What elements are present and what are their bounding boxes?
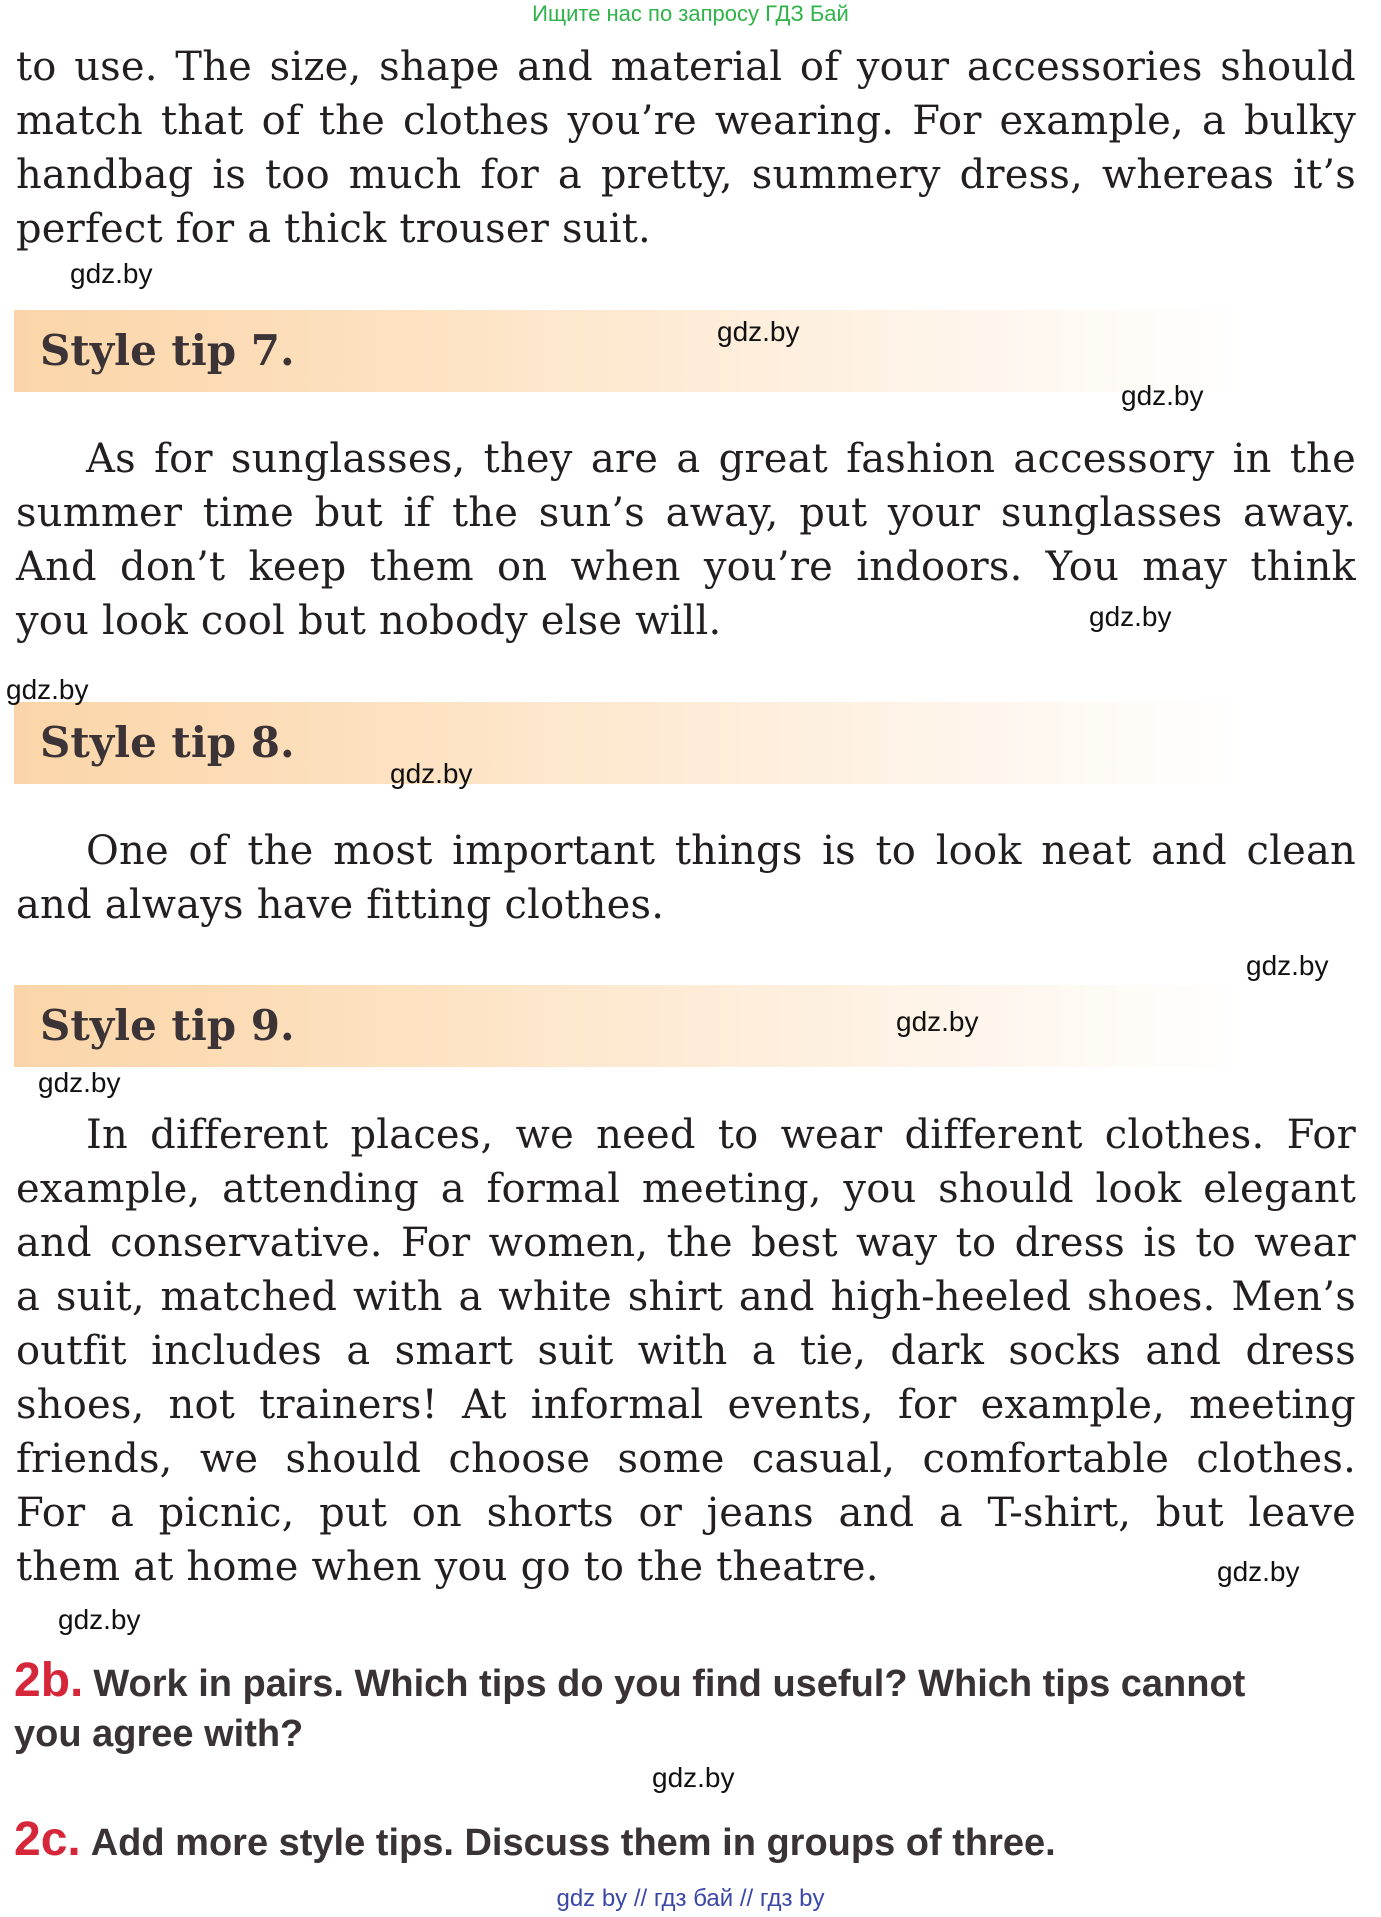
text-line: friends, we should choose some casual, comfortable clothes. xyxy=(16,1436,1356,1482)
text-line: And don’t keep them on when you’re indoors. You may think xyxy=(16,544,1356,590)
text-line: match that of the clothes you’re wearing. For example, a bulky xyxy=(16,98,1356,144)
text-line: to use. The size, shape and material of your accessories should xyxy=(16,44,1356,90)
text-line: One of the most important things is to look neat and clean xyxy=(86,828,1356,874)
watermark: gdz.by xyxy=(38,1067,121,1098)
watermark: gdz.by xyxy=(6,674,89,705)
text-line: As for sunglasses, they are a great fashion accessory in the xyxy=(86,436,1356,482)
style-tip-7-band xyxy=(14,310,1244,392)
task-2c-number: 2c. xyxy=(14,1813,81,1866)
style-tip-8-title: Style tip 8. xyxy=(40,718,295,767)
watermark: gdz.by xyxy=(1217,1556,1300,1587)
task-2b-text-line1: Work in pairs. Which tips do you find useful? Which tips cannot xyxy=(93,1663,1246,1705)
watermark: gdz.by xyxy=(1089,601,1172,632)
watermark: gdz.by xyxy=(58,1604,141,1635)
text-line: summer time but if the sun’s away, put your sunglasses away. xyxy=(16,490,1356,536)
style-tip-9-band xyxy=(14,985,1244,1067)
text-line: In different places, we need to wear different clothes. For xyxy=(86,1112,1356,1158)
footer-banner: gdz by // гдз бай // гдз by xyxy=(556,1885,825,1912)
task-2c xyxy=(14,1815,1364,1868)
text-line: and always have fitting clothes. xyxy=(16,882,665,928)
watermark: gdz.by xyxy=(896,1006,979,1037)
style-tip-9-title: Style tip 9. xyxy=(40,1001,295,1050)
paragraph-accessories xyxy=(16,40,1356,256)
task-2b xyxy=(14,1656,1364,1759)
paragraph-neat-clean xyxy=(16,824,1356,932)
watermark: gdz.by xyxy=(390,758,473,789)
text-line: outfit includes a smart suit with a tie, dark socks and dress xyxy=(16,1328,1356,1374)
watermark: gdz.by xyxy=(652,1762,735,1793)
text-line: handbag is too much for a pretty, summery dress, whereas it’s xyxy=(16,152,1356,198)
text-line: For a picnic, put on shorts or jeans and a T-shirt, but leave xyxy=(16,1490,1356,1536)
text-line: them at home when you go to the theatre. xyxy=(16,1544,879,1590)
task-2b-number: 2b. xyxy=(14,1654,84,1707)
text-line: a suit, matched with a white shirt and high-heeled shoes. Men’s xyxy=(16,1274,1356,1320)
text-line: and conservative. For women, the best way to dress is to wear xyxy=(16,1220,1356,1266)
style-tip-7-title: Style tip 7. xyxy=(40,326,295,375)
top-banner: Ищите нас по запросу ГДЗ Бай xyxy=(532,1,849,26)
watermark: gdz.by xyxy=(70,258,153,289)
text-line: perfect for a thick trouser suit. xyxy=(16,206,651,252)
text-line: shoes, not trainers! At informal events, for example, meeting xyxy=(16,1382,1356,1428)
watermark: gdz.by xyxy=(717,316,800,347)
task-2c-text: Add more style tips. Discuss them in groups of three. xyxy=(90,1822,1056,1864)
text-line: example, attending a formal meeting, you should look elegant xyxy=(16,1166,1356,1212)
paragraph-different-places xyxy=(16,1108,1356,1594)
task-2b-text-line2: you agree with? xyxy=(14,1713,304,1755)
watermark: gdz.by xyxy=(1121,380,1204,411)
watermark: gdz.by xyxy=(1246,950,1329,981)
style-tip-8-band xyxy=(14,702,1244,784)
text-line: you look cool but nobody else will. xyxy=(16,598,722,644)
